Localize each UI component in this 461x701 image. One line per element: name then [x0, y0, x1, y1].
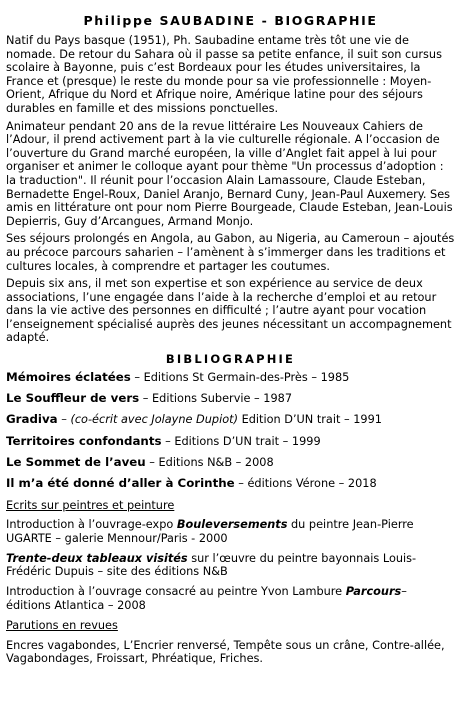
bibliography-item: [6, 456, 455, 470]
reviews-list: Encres vagabondes, L’Encrier renversé, Tempête sous un crâne, Contre-allée, Vagabondages, Froissart, Phréatique, Friches.: [6, 638, 445, 666]
document-page: [6, 12, 455, 672]
work-title: Territoires confondants: [6, 433, 162, 448]
entry-work-title: Bouleversements: [176, 518, 288, 532]
work-details: – Editions D’UN trait – 1999: [161, 434, 321, 448]
entry-text: sur l’œuvre du peintre bayonnais Louis-Frédéric Dupuis – site des éditions N&B: [6, 551, 417, 579]
title-separator: -: [261, 13, 269, 28]
painters-entry-3: [6, 585, 455, 612]
biography-paragraph-3: Ses séjours prolongés en Angola, au Gabon, au Nigeria, au Cameroun – ajoutés au précoce parcours saharien – l’amènent à s’immerger dans les traditions et cultures locales, à comprendre et partager les coutumes.: [6, 232, 455, 273]
entry-text: – éditions Atlantica – 2008: [6, 585, 407, 612]
work-title: Mémoires éclatées: [6, 370, 131, 385]
entry-text: du peintre Jean-Pierre UGARTE – galerie Mennour/Paris - 2000: [6, 518, 414, 545]
painters-entry-2: [6, 552, 455, 579]
biography-paragraph-4: Depuis six ans, il met son expertise et son expérience au service de deux associations, l’une engagée dans l’aide à la recherche d’emploi et au retour dans la vie active des personnes en difficulté ; l’autre ayant pour vocation l’enseignement spécialisé auprès des jeunes nécessitant un accompagnement adapté.: [6, 277, 452, 345]
work-note: – (co-écrit avec Jolayne Dupiot): [57, 413, 238, 427]
biography-label: BIOGRAPHIE: [274, 13, 378, 28]
work-details: – Editions St Germain-des-Près – 1985: [130, 371, 350, 385]
entry-work-title: Trente-deux tableaux visités: [6, 551, 188, 565]
author-name: Philippe SAUBADINE: [83, 13, 256, 28]
work-title: Le Souffleur de vers: [6, 391, 140, 406]
entry-work-title: Parcours: [345, 585, 402, 599]
bibliography-item: [6, 413, 455, 427]
painters-writings-heading: Ecrits sur peintres et peinture: [6, 498, 175, 512]
work-title: Le Sommet de l’aveu: [6, 454, 146, 469]
entry-text: Introduction à l’ouvrage-expo: [6, 518, 177, 532]
work-details: – éditions Vérone – 2018: [234, 477, 377, 490]
reviews-heading: Parutions en revues: [6, 618, 118, 632]
bibliography-item: [6, 435, 455, 449]
painters-entry-1: [6, 518, 455, 545]
biography-paragraph-1: Natif du Pays basque (1951), Ph. Saubadine entame très tôt une vie de nomade. De retour du Sahara où il passe sa petite enfance, il suit son cursus scolaire à Bayonne, puis c’est Bordeaux pour les études universitaires, la France et (presque) le reste du monde pour sa vie professionnelle : Moyen-Orient, Afrique du Nord et Afrique noire, Amérique latine pour des séjours durables en famille et des missions ponctuelles.: [6, 34, 442, 115]
biography-paragraph-2: Animateur pendant 20 ans de la revue littéraire Les Nouveaux Cahiers de l’Adour, il prend activement part à la vie culturelle régionale. A l’occasion de l’ouverture du Grand marché européen, la ville d’Anglet fait appel à lui pour organiser et animer le colloque ayant pour thème "Un processus d’adoption : la traduction". Il réunit pour l’occasion Alain Lamassoure, Claude Esteban, Bernadette Engel-Roux, Daniel Aranjo, Bernard Cuny, Jean-Paul Auxemery. Ses amis en littérature ont pour nom Pierre Bourgeade, Claude Esteban, Jean-Louis Depierris, Guy d’Arcangues, Armand Monjo.: [6, 119, 453, 228]
work-title: Gradiva: [6, 412, 58, 427]
bibliography-heading: BIBLIOGRAPHIE: [165, 352, 296, 367]
work-details: – Editions Subervie – 1987: [139, 392, 293, 406]
work-details: – Editions N&B – 2008: [145, 455, 274, 469]
page-title: [6, 12, 455, 30]
bibliography-item: [6, 477, 455, 491]
work-title: Il m’a été donné d’aller à Corinthe: [6, 476, 235, 490]
bibliography-item: [6, 371, 455, 385]
entry-text: Introduction à l’ouvrage consacré au peintre Yvon Lambure: [6, 585, 346, 599]
work-details: Edition D’UN trait – 1991: [237, 413, 382, 427]
bibliography-list: [6, 371, 455, 491]
bibliography-item: [6, 392, 455, 406]
